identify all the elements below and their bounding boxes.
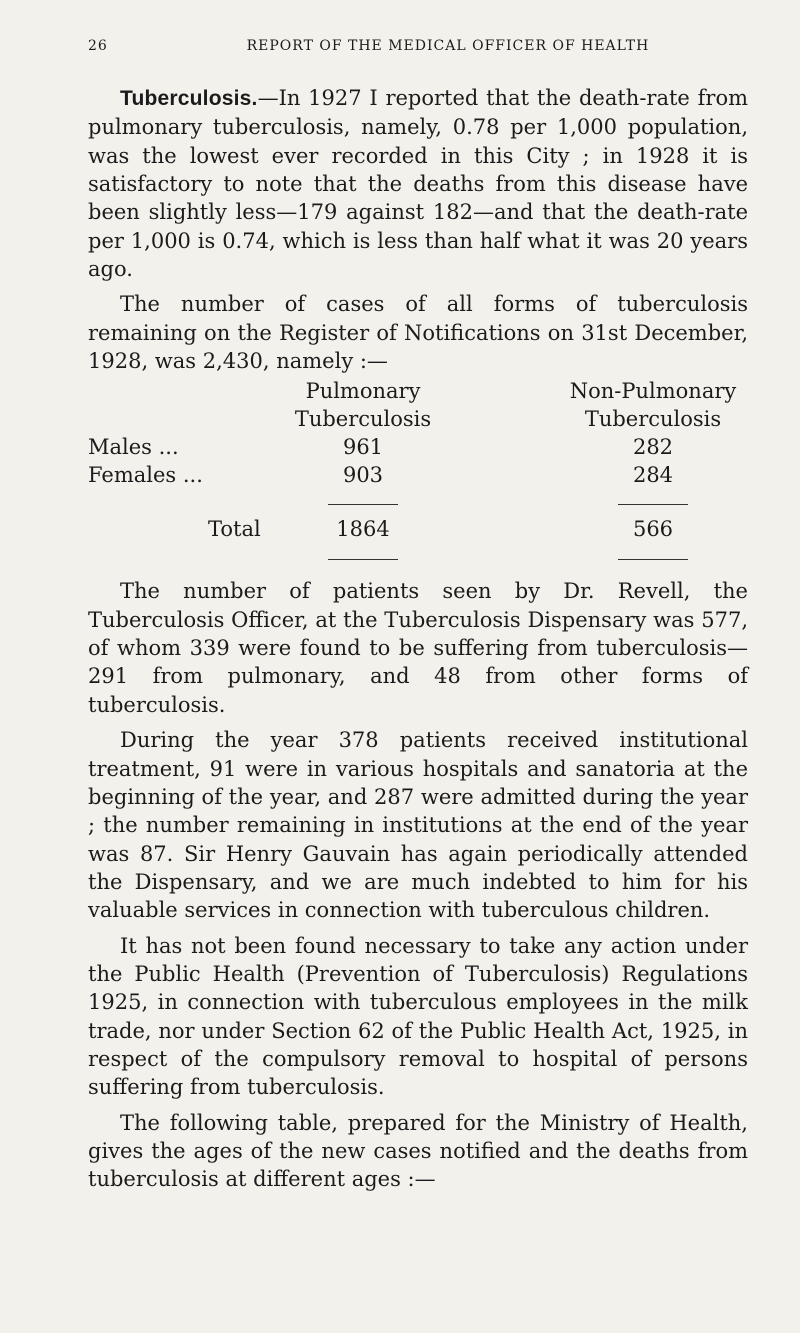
page-number: 26 [88,38,108,54]
paragraph-text: —In 1927 I reported that the death-rate from pulmonary tuberculosis, namely, 0.78 per 1,000 population, was the lowest ever recorded in this City ; in 1928 it is satisfactory to note that the deaths from this disease have been slightly less—179 against 182—and that the death-rate per 1,000 is 0.74, which is less than half what it was 20 years ago. [88,86,748,282]
column-header-non-pulmonary: Non-Pulmonary [569,379,737,404]
cell-pulmonary: 961 [342,435,384,460]
column-subheader-pulmonary: Tuberculosis [294,407,432,432]
table-row-total [88,515,748,543]
table-header-row-1 [88,377,748,405]
cell-non-pulmonary: 284 [632,463,674,488]
register-table [88,377,748,577]
paragraph-register-intro: The number of cases of all forms of tuberculosis remaining on the Register of Notifications on 31st December, 1928, was 2,430, namely :— [88,292,748,374]
row-label: Males ... [88,435,179,460]
section-heading: Tuberculosis. [120,87,258,110]
paragraph-regulations: It has not been found necessary to take any action under the Public Health (Prevention of Tuberculosis) Regulations 1925, in connection with tuberculous employees in the milk trade, nor under Section 62 of the Public Health Act, 1925, in respect of the compulsory removal to hospital of persons suffering from tuberculosis. [88,933,748,1100]
subtotal-rule-pulmonary [328,504,398,505]
table-row-males [88,433,748,461]
cell-pulmonary: 903 [342,463,384,488]
table-header-row-2 [88,405,748,433]
column-subheader-non-pulmonary: Tuberculosis [584,407,722,432]
total-rule-non-pulmonary [618,559,688,560]
total-non-pulmonary: 566 [632,517,674,542]
paragraph-tuberculosis-intro [88,84,748,283]
subtotal-rule-non-pulmonary [618,504,688,505]
paragraph-following-table: The following table, prepared for the Ministry of Health, gives the ages of the new cases notified and the deaths from tuberculosis at different ages :— [88,1110,748,1192]
paragraph-dispensary: The number of patients seen by Dr. Revell, the Tuberculosis Officer, at the Tuberculosis Dispensary was 577, of whom 339 were found to be suffering from tuberculosis—291 from pulmonary, and 48 from other forms of tuberculosis. [88,579,748,717]
column-header-pulmonary: Pulmonary [305,379,421,404]
total-rule-pulmonary [328,559,398,560]
cell-non-pulmonary: 282 [632,435,674,460]
total-pulmonary: 1864 [336,517,390,542]
running-header [88,38,748,62]
table-row-females [88,461,748,489]
row-label: Females ... [88,463,203,488]
body-text [88,84,748,1194]
running-title: REPORT OF THE MEDICAL OFFICER OF HEALTH [246,38,650,54]
paragraph-institutional-treatment: During the year 378 patients received institutional treatment, 91 were in various hospitals and sanatoria at the beginning of the year, and 287 were admitted during the year ; the number remaining in institutions at the end of the year was 87. Sir Henry Gauvain has again periodically attended the Dispensary, and we are much indebted to him for his valuable services in connection with tuberculous children. [88,728,748,923]
total-label: Total [208,517,261,542]
